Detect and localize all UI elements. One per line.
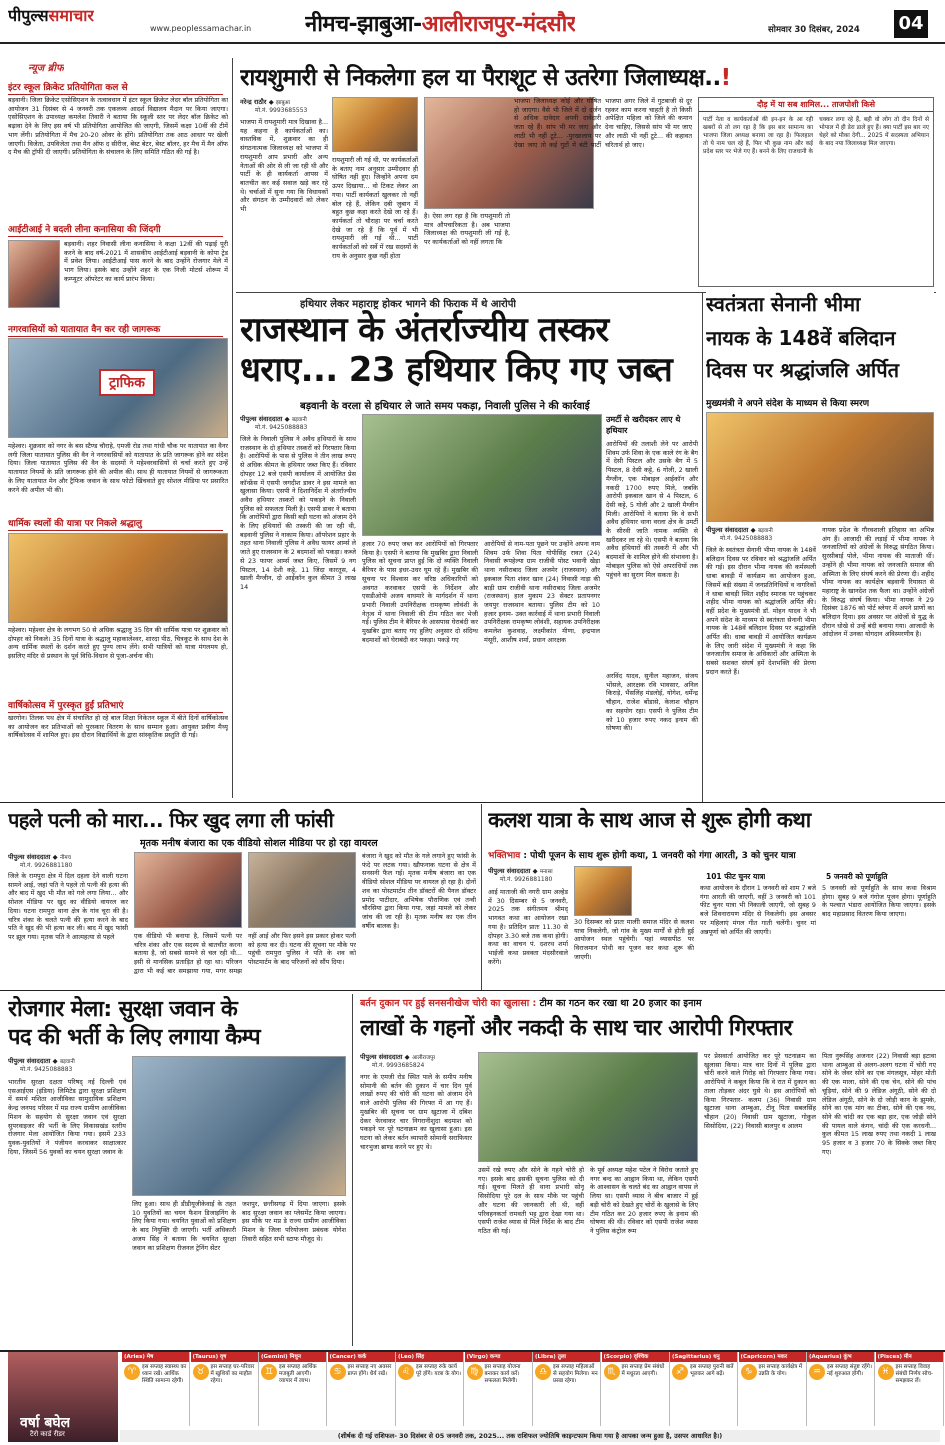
- zodiac-sign-text: इस सप्ताह संतुष्ट रहेंगे। नई शुरुआत होगी।: [827, 1364, 872, 1378]
- byline: पीपुल्स संवाददाता ◆ आलीराजपुर: [360, 1053, 436, 1061]
- phone: मो.नं. 9425088883: [20, 1066, 73, 1073]
- zodiac-sign: [465, 1352, 533, 1426]
- zodiac-sign-title: (Scorpio) वृश्चिक: [602, 1352, 669, 1362]
- sidebar-title: दौड़ में या सब शामिल... ताजपोशी किसे: [699, 98, 933, 112]
- news-brief-label: न्यूज ब्रीफ: [28, 63, 64, 74]
- zodiac-symbol-icon: ♑: [741, 1364, 757, 1380]
- article-column: जशपुर, छत्तीसगढ़ में दिया जाएगा। इसके बाद सुरक्षा जवान का प्लेसमेंट किया जाएगा। इस मौके पर मप्र डे राज्य ग्रामीण आजीविका मिशन के जिला परियोजना प्रबंधक योगेश तिवारी सहित सभी स्टाफ मौजूद थे।: [242, 1200, 346, 1243]
- deck-suicide: मृतक मनीष बंजारा का एक वीडियो सोशल मीडिया पर हो रहा वायरल: [140, 838, 378, 849]
- kicker-smuggler: हथियार लेकर महाराष्ट्र होकर भागने की फिराक में थे आरोपी: [300, 299, 516, 310]
- horoscope-footer: (शीर्षक दी गई राशिफल- 30 दिसंबर से 05 जनवरी तक, 2025... तक राशिफल ज्योतिषि काइन्टफाम किया गया है आपका जन्म हुआ है, उसपर आधारित है।): [120, 1430, 940, 1442]
- column-rule: [232, 58, 233, 798]
- brand-logo[interactable]: पीपुल्ससमाचार: [8, 6, 94, 25]
- article-column: भारतीय सुरक्षा दक्षता परिषद् नई दिल्ली एवं एसआईएस (इंडिया) लिमिटेड द्वारा सुरक्षा प्रशिक्षण में समर्थ मशिता आजीविका सामुदायिक प्रशिक्षण केन्द्र जनपद परिसर में मप्र राज्य ग्रामीण आजीविका मिशन के सहयोग से सुरक्षा जवान एवं सुरक्षा सुपरवाइजर की भर्ती के लिए विकासखंड स्तरीय रोजगार मेला आयोजित किया गया। इसमें 233 युवक-युवतियों ने पंजीयन करवाकर साक्षात्कार दिया, जिसमें 56 युवकों का चयन सुरक्षा जवान के: [8, 1078, 126, 1156]
- zodiac-symbol-icon: ♉: [193, 1364, 209, 1380]
- brief-title: धार्मिक स्थलों की यात्रा पर निकले श्रद्धालु: [8, 516, 223, 531]
- phone: मो.नं. 9926881180: [500, 876, 553, 883]
- brief-title: नगरवासियों को यातायात वैन कर रही जागरूक: [8, 322, 223, 337]
- brief-title: इंटर स्कूल क्रिकेट प्रतियोगिता कल से: [8, 80, 223, 95]
- cartoon-image: [332, 97, 418, 152]
- zodiac-symbol-icon: ♒: [809, 1364, 825, 1380]
- astrologer-role: टैरो कार्ड रीडर: [30, 1430, 65, 1438]
- article-column: आरोपियों की तलाशी लेने पर आरोपी शिवम उर्फ शिवा के एक काले रंग के बैग में देसी पिस्टल और उसके बैग में 5 पिस्टल, 8 देसी कट्टे, 6 गोली, 2 खाली मैग्जीन, एक मोबाइल आईकॉन और नकदी 1700 रुपए मिले, जबकि आरोपी इकबाल खान से 4 पिस्टल, 6 देसी कट्टे, 5 गोली और 2 खाली मैग्जीन मिली। आरोपियों ने बताया कि वे सभी अवैध हथियार थाना वरला क्षेत्र के उमर्टी के सीरवी जाति नामक व्यक्ति से खरीदकर ला रहे थे। एसपी ने बताया कि अवैध हथियारों की तस्करी में और भी बदमाशों के शामिल होने की संभावना है। मोबाइल पुलिस को ऐसे अपराधियों तक पहुंचने का सुराग मिल सकता है।: [606, 440, 698, 579]
- article-column: 5 जनवरी को पूर्णाहुति के साथ कथा विश्राम होगा। सुबह 9 बजे गंगोज पूजन होगा। पूर्णाहुति के पश्चात भंडारा आयोजित किया जाएगा। इसके बाद महाप्रसाद वितरण किया जाएगा।: [822, 884, 936, 919]
- headline-theft: लाखों के गहनों और नकदी के साथ चार आरोपी गिरफ्तार: [360, 1016, 793, 1041]
- dateline: सोमवार 30 दिसंबर, 2024: [768, 25, 860, 35]
- zodiac-sign: [739, 1352, 807, 1426]
- article-column: है। ऐसा लग रहा है कि रायशुमारी तो मात्र औपचारिकता है। अब भाजपा जिलाध्यक्ष की रायशुमारी ली गई है, पर कार्यकर्ताओं को नहीं लगता कि: [424, 212, 510, 247]
- subhead: 101 फीट चुनर यात्रा: [706, 872, 766, 881]
- headline-kalash: कलश यात्रा के साथ आज से शुरू होगी कथा: [488, 808, 811, 832]
- brief-text: बड़वानी। जिला क्रिकेट एसोसिएशन के तत्वावधान में इंटर स्कूल क्रिकेट लेदर बॉल प्रतियोगिता का आयोजन 31 दिसंबर से 4 जनवरी तक एकलव्य आदर्श विद्यालय मैदान पर किया जाएगा। एसोसिएशन के उपाध्यक्ष कमलेश तिवारी ने बताया कि स्कूली स्तर पर लेदर बॉल क्रिकेट को बढ़ावा देने के लिए इस वर्ष भी प्रतियोगिता आयोजित की जाएगी, जिसमें कक्षा 10वीं की टीमें भाग लेंगी। प्रतियोगिता में मैच 20-20 ओवर के होंगे। प्रतियोगिता तक आठ आधार पर खेली जाएगी। विजेता, उपविजेता तथा मैन ऑफ द सीरीज, बेस्ट बेटर, बेस्ट बॉलर, हर मैच में मैन ऑफ द मैच की ट्रॉफी दी जाएगी। प्रतियोगिता के संचालन के लिए समिति गठित की गई है।: [8, 96, 228, 157]
- article-column: उसमें रखे रुपए और सोने के गहने चोरी हो गए। इसके बाद इसकी सूचना पुलिस को दी गई। सूचना मिलते ही थाना प्रभारी सोनू सिसोदिया पूरे दल के साथ मौके पर पहुंची और घटना की जानकारी ली थी, वहीं परिवहनकर्ता रामवती भट्ट द्वारा देखा गया था। एसपी राजेश व्यास से मिले निर्देश के बाद टीम गठित की गई।: [478, 1166, 584, 1235]
- accused-arrest-photo: [478, 1052, 698, 1162]
- zodiac-sign-title: (Capricorn) मकर: [739, 1352, 806, 1362]
- accused-photo: [248, 852, 356, 928]
- article-column: पिता नुरूसिंह अजनार (22) निवासी बड़ा इटावा थाना आम्बुआ से अलग-अलग घटना में चोरी गए सोने के जेवर सोने का एक मंगलसूत्र, मोहर मोती की एक माला, सोने की एक चेन, सोने की पांच चूड़ियां, सोने की 9 लेडिज अंगूठी, सोने की दो लेडिज अंगूठी, सोने के दो जोड़ी कान के झुमके, सोने का एक मांग का टीका, सोने की एक नथ, सोने की चांदी का एक बड़ा हार, एक जोड़ी सोने की पायल वाले कंगन, चांदी की एक करधनी... कुल कीमत 15 लाख रुपए तथा नकदी 1 लाख 95 हजार व 3 हजार 70 के सिक्के जब्त किए गए।: [822, 1052, 936, 1156]
- article-column: भाजपा में रायशुमारी मात्र दिखावा है... यह कहना है कार्यकर्ताओं का। वास्तविक में, शुक्रवार का ही संगठनात्मक जिलाध्यक्ष को भाजपा में रायशुमारी आप प्रभारी और अन्य नेताओं की ओर से ली जा रही थी और पार्टी के ही कार्यकर्ता आपस में बातचीत कर कई सवाल खड़े कर रहे थे। चर्चाओं में सुना गया कि विधायकों और संगठन के उम्मीदवारों को लेकर भी: [240, 118, 328, 214]
- zodiac-sign: [328, 1352, 396, 1426]
- byline: नरेन्द्र राठौर ◆ झाबुआ: [240, 98, 291, 106]
- article-column: हजार 70 रुपए जब्त कर आरोपियों को गिरफ्तार किया है। एसपी ने बताया कि मुखबिर द्वारा निवाली पुलिस को सूचना प्राप्त हुई कि दो व्यक्ति निवाली बैरियर के पास इधर-उधर घूम रहे हैं। मुखबिर की सूचना पर विश्वास कर वरिष्ठ अधिकारियों को अवगत करवाकर एसपी के निर्देशन और एसडीओपी अजय वाघमारे के मार्गदर्शन में थाना प्रभारी निवाली उपनिरीक्षक रामकृष्ण लोवंशी के नेतृत्व में थाना निवाली की टीम गठित कर भेजी गई। पुलिस टीम ने बैरियर के आसपास घेराबंदी कर मुखबिर द्वारा बताए गए हुलिए अनुसार दो संदिग्ध बदमाशों को घेराबंदी कर पकड़ा। पकड़े गए: [362, 540, 478, 644]
- zodiac-sign: [602, 1352, 670, 1426]
- zodiac-sign-title: (Aries) मेष: [122, 1352, 189, 1362]
- zodiac-sign-text: इस सप्ताह योजना बनाकर कार्य करें। सफलता मिलेगी।: [484, 1364, 521, 1385]
- zodiac-sign-title: (Virgo) कन्या: [465, 1352, 532, 1362]
- column-rule: [352, 994, 353, 1346]
- zodiac-symbol-icon: ♈: [124, 1364, 140, 1380]
- astrologer-name: वर्षा बघेल: [20, 1415, 71, 1431]
- brief-text: महेश्वर। शुक्रवार को नगर के बस स्टैण्ड चौराहे, एमजी रोड तथा गांधी चौक पर यातायात का वैनर लगी जिला यातायात पुलिस की वैन ने नगरवासियों को यातायात के प्रति जागरूक होने का संदेश दिया। जिला यातायात पुलिस की वैन के सदस्यों ने महेश्वरवासियों से चर्चा करते हुए उन्हें यातायात नियमों के प्रति जागरूक होने की अपील की। साथ ही यातायात नियमों से जागरूकता के लिए यातायात मेन और ट्रैफिक जवान के साथ फोटो खिंचवाते हुए सोशल मीडिया पर प्रसारित करने की अपील भी की।: [8, 442, 228, 494]
- seized-weapons-photo: [362, 414, 602, 536]
- article-column: बंजारा ने खुद को मौत के गले लगाने हुए फांसी के फंदे पर लटक गया। खौफनाक घटना से क्षेत्र में सनसनी फैल गई। मृतक मनीष बंजारा का एक वीडियो सोशल मीडिया पर वायरल हो रहा है। दोनों शव का पोस्टमार्टम तीन डॉक्टरों की पैनल डॉक्टर प्रमोद पाटीदार, अभिषेक पौराणिक एवं तन्वी चौरसिया द्वारा किया गया, जहां मामले को लेकर जांच की जा रही है। मृतक मनीष का एक तीन वर्षीय बालक है।: [362, 852, 476, 930]
- phone: मो.नं. 9425088883: [255, 424, 308, 431]
- zodiac-sign-text: इस सप्ताह नए अवसर प्राप्त होंगे। धैर्य रखें।: [347, 1364, 392, 1378]
- zodiac-sign-text: इस सप्ताह रुके कार्य पूरे होंगे। यात्रा के योग।: [416, 1364, 461, 1378]
- phone: मो.नं. 9926881180: [20, 862, 73, 869]
- zodiac-symbol-icon: ♏: [604, 1364, 620, 1380]
- leena-photo: [8, 240, 60, 308]
- byline: पीपुल्स संवाददाता ◆ नीमच: [8, 853, 72, 861]
- brief-text: खरगोन। तिलक पथ क्षेत्र में संचालित हो रहे बाल शिक्षा निकेतन स्कूल में बीते दिनों वार्षिकोत्सव का आयोजन कर प्रतिभाओं को पुरस्कार वितरण के साथ सम्मान हुआ। आयुक्त प्रवीण मैथ्यू वार्षिकोत्सव में शामिल हुए। इस दौरान विद्यार्थियों के द्वारा सांस्कृतिक प्रस्तुति दी गई।: [8, 714, 228, 740]
- zodiac-sign: [259, 1352, 327, 1426]
- article-column: कथा आयोजन के दौरान 1 जनवरी को शाम 7 बजे गंगा आरती की जाएगी, वहीं 3 जनवरी को 101 फीट चुनर यात्रा भी निकाली जाएगी, जो सुबह 9 बजे शिवनारायण मंदिर से निकलेगी। इस अवसर पर महिलाएं मंगल गीत गाती चलेंगी। चुनर मां अन्नपूर्णा को अर्पित की जाएगी।: [700, 884, 816, 936]
- brief-title: आईटीआई ने बदली लीना कनासिया की जिंदगी: [8, 222, 223, 237]
- victim-photo: [134, 852, 242, 928]
- article-column: 30 दिसम्बर को प्रातः मालीी समाज मंदिर से कलश यात्रा निकलेगी, जो गांव के मुख्य मार्गों से होती हुई आयोजन स्थल पहुंचेगी। यहां व्यासपीठ पर विराजमान पोथी का पूजन कर कथा शुरू की जाएगी।: [574, 918, 694, 961]
- subhead: 5 जनवरी को पूर्णाहुति: [826, 872, 888, 881]
- zodiac-sign-text: इस सप्ताह घर-परिवार में खुशियों का माहौल रहेगा।: [210, 1364, 255, 1385]
- zodiac-sign-title: (Taurus) वृष: [191, 1352, 258, 1362]
- zodiac-sign-text: इस सप्ताह कार्यक्षेत्र में उन्नति के योग।: [758, 1364, 803, 1378]
- phone: मो.नं. 9993685553: [255, 107, 308, 114]
- article-column: अरविंद यादव, सुनील महाजन, संजय भोंसले, आरक्षक रवि भावसार, अनिल किराड़े, भैंसलिंह मंडलोई, योगेश, धर्मेन्द्र चौहान, राजेश बोंडासे, केलाश चौहान का सहयोग रहा। एसपी ने पुलिस टीम को 10 हजार रुपए नकद इनाम की घोषणा की।: [606, 672, 698, 733]
- kalash-photo: [574, 866, 632, 916]
- zodiac-sign: [533, 1352, 601, 1426]
- zodiac-sign-text: इस सप्ताह स्वास्थ्य का ध्यान रखें। आर्थिक स्थिति सामान्य रहेगी।: [142, 1364, 187, 1385]
- site-url[interactable]: www.peoplessamachar.in: [150, 24, 252, 33]
- bhima-headline-block: स्वतंत्रता सेनानी भीमा नायक के 148वें बलिदान दिवस पर श्रद्धांजलि अर्पित: [706, 290, 934, 390]
- zodiac-sign: [876, 1352, 944, 1426]
- brief-title: वार्षिकोत्सव में पुरस्कृत हुईं प्रतिभाएं: [8, 698, 223, 713]
- zodiac-sign-text: इस सप्ताह महिलाओं से सहयोग मिलेगा। मन प्रसन्न रहेगा।: [553, 1364, 598, 1385]
- column-rule: [481, 804, 482, 990]
- zodiac-sign-title: (Leo) सिंह: [396, 1352, 463, 1362]
- sidebar-box: [698, 97, 934, 287]
- article-column: एक वीडियो भी बनाया है, जिसमें पत्नी पर चरित्र शंका और एक सदस्य से बातचीत करना बताया है, जो सबसे सामने से चल रही थी... इसी से मानसिक प्रताड़ित हो रहा था। परिजन द्वारा भी कई बार समझाया गया, मगर समझ नहीं आई और फिर इसने इस प्रकार होकर पत्नी को हत्या कर दी। घटना की सूचना पर मौके पर पहुंची रामपुरा पुलिस ने पति के शव को पोस्टमार्टम के बाद परिजनों को सौंप दिया।: [134, 932, 356, 975]
- headline-smuggler: राजस्थान के अंतर्राज्यीय तस्कर धराए... 23 हथियार किए गए जब्त: [240, 310, 673, 390]
- article-column: नायक प्रदेश के गौरवशाली इतिहास का अभिन्न अंग हैं। आजादी की लड़ाई में भीमा नायक ने जनजातियों को अंग्रेजों के विरुद्ध संगठित किया। सुरसीबाई पोले, भीमा नायक की माताजी थीं। उन्होंने ही भीमा नायक को जनजाति समाज की अस्मिता के लिए संघर्ष करने की प्रेरणा दी। शहीद भीमा नायक का कार्यक्षेत्र बड़वानी रियासत से महाराष्ट्र के खानदेश तक फैला था। उन्होंने अंग्रेजों के विरुद्ध संघर्ष किया। भीमा नायक ने 29 दिसंबर 1876 को पोर्ट ब्लेयर में अपने प्राणों का बलिदान दिया। इस अवसर पर अंग्रेजों से युद्ध के दौरान धोखे से उन्हें बंदी बनाया गया। आजादी के आंदोलन में उनका योगदान अविस्मरणीय है।: [822, 526, 934, 639]
- zodiac-symbol-icon: ♊: [261, 1364, 277, 1380]
- zodiac-sign: [807, 1352, 875, 1426]
- article-column: रायशुमारी ली गई थी, पर कार्यकर्ताओं के बताए नाम अनुसार उम्मीदवार ही घोषित नहीं हुए। जिन्होंने अपना दम ऊपर दिखाया... वो टिकट लेकर आ गया। पार्टी कार्यकर्ता खुलकर तो नहीं बोल रहे हैं, लेकिन दबी जुबान में बहुत कुछ कहा करते देखे जा रहे हैं। कार्यकर्ता तो चौराहा पर चर्चा करते देखे जा रहे हैं कि पूर्व में भी रायशुमारी ली गई थी... पार्टी कार्यकर्ताओं को सर्वे में रख सदस्यों के राय के अनुसार कुछ नहीं होता: [332, 156, 418, 260]
- article-column: लिए हुआ। साथ ही डीडीयूजीकेवाई के तहत 10 युवतियों का चयन फैशन डिजाइनिंग के लिए किया गया। चयनित युवाओं को प्रशिक्षण के बाद नियुक्ति दी जाएगी। भर्ती अधिकारी अजय सिंह ने बताया कि चयनित सुरक्षा जवान का प्रशिक्षण रीजनल ट्रेनिंग सेंटर: [132, 1200, 236, 1252]
- bhima-tribute-photo: [706, 412, 934, 522]
- zodiac-sign-text: इस सप्ताह आर्थिक मजबूती आएगी। व्यापार में लाभ।: [279, 1364, 317, 1385]
- deck-bhima: मुख्यमंत्री ने अपने संदेश के माध्यम से किया स्मरण: [706, 399, 870, 409]
- recruitment-camp-photo: [132, 1056, 346, 1196]
- section-rule: [0, 990, 945, 991]
- zodiac-sign-text: इस सप्ताह प्रेम संबंधों में मधुरता आएगी।: [621, 1364, 665, 1378]
- masthead: [0, 0, 945, 44]
- zodiac-symbol-icon: ♌: [398, 1364, 414, 1380]
- byline: पीपुल्स संवाददाता ◆ मनासा: [488, 867, 553, 875]
- article-column: आरोपियों से नाम-पता पूछने पर उन्होंने अपना नाम शिवम उर्फ शिवा पिता गोपीसिंह रावत (24) निवासी रूपहेल्या ग्राम राजीवी पोस्ट भवानी खेड़ा थाना नसीराबाद जिला अजमेर (राजस्थान) और इकबाल पिता शंकर खान (24) निवासी नाड़ा की बाड़ी ग्राम राजीवी थाना नसीराबाद जिला अजमेर (राजस्थान) हाल मुकाम 23 सेक्टर प्रतापनगर जयपुर राजस्थान बताया। पुलिस टीम को 10 हजार इनाम- उक्त कार्रवाई में थाना प्रभारी निवाली उपनिरीक्षक रामकृष्ण लोवंशी, सहायक उपनिरीक्षक कमलेश कुशवाह, लक्ष्मीकांत मीणा, इन्द्रपाल मंसूरी, आशीष शर्मा, प्रधान आरक्षक: [484, 540, 600, 644]
- deck-smuggler: बड़वानी के वरला से हथियार ले जाते समय पकड़ा, निवाली पुलिस ने की कार्रवाई: [300, 401, 590, 412]
- phone: मो.नं. 9425088883: [720, 535, 773, 542]
- page-number: 04: [894, 10, 928, 38]
- sidebar-text: पार्टी नेता व कार्यकर्ताओं की इन-इन के आ रही खबरों से तो लग रहा है कि इस बार सामान्य का भाजपा जिला अध्यक्ष बनाया जा रहा है। फिलहाल तो ये नाम चल रहे हैं, फिर भी कुछ नाम और कई प्रदेश स्तर पर भेजे गए हैं। बनने के लिए राजधानी के चक्कर लगा रहे हैं, बही वो लोग तो दीन दिनों से भोपाल में ही डेरा डाले हुए हैं। क्या पार्टी इस बार नए चेहरे को मौका देगी... 2025 में सदस्यता अभियान के बाद नया जिलाध्यक्ष मिल जाएगा।: [703, 117, 929, 155]
- zodiac-sign-title: (Aquarius) कुंभ: [807, 1352, 874, 1362]
- zodiac-symbol-icon: ♓: [878, 1364, 894, 1380]
- zodiac-sign-title: (Sagittarius) धनु: [670, 1352, 737, 1362]
- zodiac-symbol-icon: ♎: [535, 1364, 551, 1380]
- article-column: आई माताजी की नगरी ग्राम अल्हेड में 30 दिसम्बर से 5 जनवरी, 2025 तक संगीतमय श्रीमद् भागवत कथा का आयोजन रखा गया है। प्रतिदिन प्रातः 11.30 से दोपहर 3.30 बजे तक कथा होगी। कथा का वाचन पं. दशरथ शर्मा भाईजी कथा प्रवक्ता मंदसौरवाले करेंगे।: [488, 888, 568, 966]
- article-column: जिले के निवाली पुलिस ने अवैध हथियारों के साथ राजस्थान के दो हथियार तस्करों को गिरफ्तार किया है। आरोपियों के पास से पुलिस ने तीन लाख रुपए से अधिक कीमत के हथियार जब्त किए हैं। रविवार दोपहर 12 बजे एसपी कार्यालय में आयोजित प्रेस कॉन्फ्रेंस में एसपी जगदीश डावर ने इस मामले का खुलासा किया। एसपी ने दिशानिर्देश में अंतर्राज्यीय अवैध हथियार तस्करों को पकड़ने के निवाली पुलिस को सफलता मिली है। एसपी डावर ने बताया कि आरोपियों द्वारा किसी बड़ी घटना को अंजाम देने के लिए हथियारों की तस्करी की जा रही थी, बड़वानी पुलिस ने नाकाम किया। ऑपरेशन प्रहार के तहत थाना निवाली पुलिस ने अवैध फायर आर्म्स ले जाते हुए राजस्थान के 2 बदमाशों को पकड़ा। कब्जे से 23 फायर आर्म्स जब्त किए, जिसमें 9 नग पिस्टल, 14 देशी कट्टे, 11 जिंदा कारतूस, 4 खाली मैग्जीन, दो आईकॉन कुल कीमत 3 लाख 14: [240, 435, 356, 591]
- zodiac-sign: [191, 1352, 259, 1426]
- subhead: उमर्टी से खरीदकर लाए थे हथियार: [606, 415, 681, 435]
- brief-text: बड़वानी। शहर निवासी लीना कनासिया ने कक्षा 12वीं की पढ़ाई पूरी करने के बाद वर्ष-2021 में शासकीय आईटीआई बड़वानी के कोपा ट्रेड में प्रवेश लिया। आईटीआई पास करने के बाद उन्होंने रोजगार मेले में भाग लिया। इसके बाद उन्होंने शहर के एक निजी मोटर्स शोरूम में कम्प्यूटर ऑपरेटर का कार्य प्रारंभ किया।: [64, 240, 228, 283]
- zodiac-symbol-icon: ♋: [330, 1364, 346, 1380]
- byline: पीपुल्स संवाददाता ◆ बड़वानी: [706, 526, 773, 534]
- byline: पीपुल्स संवाददाता ◆ बड़वानी: [8, 1057, 75, 1065]
- zodiac-sign-title: (Pisces) मीन: [876, 1352, 943, 1362]
- zodiac-symbol-icon: ♐: [672, 1364, 688, 1380]
- edition-title: नीमच-झाबुआ-आलीराजपुर-मंदसौर: [305, 12, 576, 37]
- deck-kalash: भक्तिभाव : पोथी पूजन के साथ शुरू होगी कथा, 1 जनवरी को गंगा आरती, 3 को चुनर यात्रा: [488, 851, 796, 861]
- pilgrims-photo: [8, 533, 228, 623]
- zodiac-sign-title: (Gemini) मिथुन: [259, 1352, 326, 1362]
- byline: पीपुल्स संवाददाता ◆ बड़वानी: [240, 415, 307, 423]
- headline-suicide: पहले पत्नी को मारा... फिर खुद लगा ली फांसी: [8, 808, 334, 832]
- traffic-van-photo: [8, 338, 228, 438]
- headline-raishumari: रायशुमारी से निकलेगा हल या पैराशूट से उतरेगा जिलाध्यक्ष..!: [240, 65, 731, 91]
- article-column: जिले के स्वतंत्रता सेनानी भीमा नायक के 148वें बलिदान दिवस पर रविवार को श्रद्धांजलि अर्पित की गई। इस दौरान भीमा नायक की कर्मस्थली धाबा बावड़ी में कार्यक्रम का आयोजन हुआ, जिसमें बड़ी संख्या में जनप्रतिनिधियों व नागरिकों ने धाबा बावड़ी स्थित शहीद स्मारक पर पहुंचकर शहीद भीमा नायक को श्रद्धांजलि अर्पित की। वहीं प्रदेश के मुख्यमंत्री डॉ. मोहन यादव ने भी अपने संदेश के माध्यम से स्वतंत्रता सेनानी भीमा नायक के 148वें बलिदान दिवस पर श्रद्धांजलि अर्पित की। धाबा बावड़ी में आयोजित कार्यक्रम के लिए जारी संदेश में मुख्यमंत्री ने कहा कि जनजातीय समाज के अधिकारों और अस्मिता के सबसे सशक्त संघर्ष हमें देशभक्ति की प्रेरणा प्रदान करते हैं।: [706, 546, 816, 676]
- zodiac-sign-text: इस सप्ताह विवाह संबंधी निर्णय सोच-समझकर लें।: [895, 1364, 933, 1385]
- phone: मो.नं. 9993685824: [372, 1062, 425, 1069]
- article-column: जिले के रामपुरा क्षेत्र में दिल दहला देने वाली घटना सामने आई, जहां पति ने पहले तो पत्नी की हत्या की और बाद में खुद भी मौत को गले लगा लिया... और सोशल मीडिया पर खुद का वीडियो वायरल कर दिया। घटना रामपुरा थाना क्षेत्र के गांव चूरा की है। चरित्र शंका के चलते पत्नी की हत्या करने के बाद पति ने खुद की भी हत्या कर ली। बाद में खुद फांसी पर झूल गया। मृतक पति ने आत्महत्या से पहले: [8, 872, 128, 941]
- brief-text: महेश्वर। महेश्वर क्षेत्र के लगभग 50 से अधिक श्रद्धालु 35 दिन की धार्मिक यात्रा पर शुक्रवार को दोपहर को निकले। 35 दिनों यात्रा के श्रद्धालु महाकालेश्वर, शारदा पीठ, चित्रकूट के साथ देश के अन्य धार्मिक स्थलों के दर्शन करते हुए पुण्य लाभ लेंगे। सभी यात्रियों को यात्रा मंगलमय हो, इसलिए मंदिर से प्रस्थान के पूर्व विधि-विधान से पूजा-अर्चना की।: [8, 626, 228, 661]
- zodiac-sign: [396, 1352, 464, 1426]
- zodiac-sign-title: (Libra) तुला: [533, 1352, 600, 1362]
- article-column: पर प्रेसवार्ता आयोजित कर पूरे घटनाक्रम का खुलासा किया। मात्र चार दिनों में पुलिस द्वारा चोरी करने वाले गिरोह को गिरफ्तार किया गया। आरोपियों ने कबूल किया कि वे रात में दुकान का ताला तोड़कर अंदर घुसे थे। इस आरोपियों को किया गिरफ्तार- कलम (36) निवासी ग्राम खुटाजा थाना आम्बुआ, टीनू पिता सबलसिंह चौहान (20) निवासी ग्राम खुटाजा, गोकुल सिसोदिया, (22) निवासी बालपुर व आलम: [704, 1052, 816, 1130]
- article-column: भाजपा जिलाध्यक्ष कोई और घोषित हो जाएगा। वैसे भी जिले में दो दर्जन से अधिक दावेदार अपनी दावेदारी जता रहे हैं। सांप भी मर जाए और लाठी भी नहीं टूटे... -पुरखालाय पर देखा जाए तो कई गुटों में बंटी पार्टी भाजपा अगर जिले में गुटबाजी से दूर रहकर काम करना चाहती है तो किसी अपेक्षित महिला को जिले की कमान देना चाहिए, जिससे सांप भी मर जाए और लाठी भी नहीं टूटे... की कहावत चरितार्थ हो जाए।: [514, 97, 692, 149]
- zodiac-symbol-icon: ♍: [467, 1364, 483, 1380]
- column-rule: [702, 292, 703, 802]
- zodiac-sign: [670, 1352, 738, 1426]
- article-column: नगर के एमजी रोड स्थित पाले के समीप मनीष सोमानी की बर्तन की दुकान में चार दिन पूर्व लाखों रुपए की चोरी की घटना को अंजाम देने वाले आरोपी पुलिस की गिरफ्त में आ गए हैं। मुखबिर की सूचना पर ग्राम खुटाजा में दबिश देकर फेरवाकर चार निगरानीशुदा बदमाश को पकड़ने पर पूरे घटनाक्रम का खुलासा हुआ। इस घटना को लेकर बर्तन व्यापारी सोमानी सराफियार चारभुजा ब्राण्ड करने पर हुए थे।: [360, 1073, 472, 1151]
- headline-rozgar: रोजगार मेला: सुरक्षा जवान के पद की भर्ती के लिए लगाया कैम्प: [8, 997, 260, 1050]
- zodiac-sign: [122, 1352, 190, 1426]
- article-column: के पूर्व अध्यक्ष महेश पटेल ने विरोध जताते हुए नगर बन्द का आह्वान किया था, लेकिन एसपी के आश्वासन के चलते बंद का आह्वान वापस ले लिया था। एसपी व्यास ने बीच बाजार में हुई बड़ी चोरी को देखते हुए चोरों के खुलासे के लिए टीम गठित कर 20 हजार रुपए के इनाम की घोषणा की थी। रविवार को एसपी राजेश व्यास ने पुलिस कंट्रोल रूम: [590, 1166, 698, 1235]
- zodiac-sign-text: इस सप्ताह पुरानी बातें भूलकर आगे बढ़ें।: [690, 1364, 734, 1378]
- section-rule: [0, 802, 945, 803]
- kicker-theft: बर्तन दुकान पर हुई सनसनीखेज चोरी का खुलासा : टीम का गठन कर रखा था 20 हजार का इनाम: [360, 998, 702, 1009]
- traffic-banner: ट्राफिक: [99, 369, 155, 396]
- zodiac-sign-title: (Cancer) कर्क: [328, 1352, 395, 1362]
